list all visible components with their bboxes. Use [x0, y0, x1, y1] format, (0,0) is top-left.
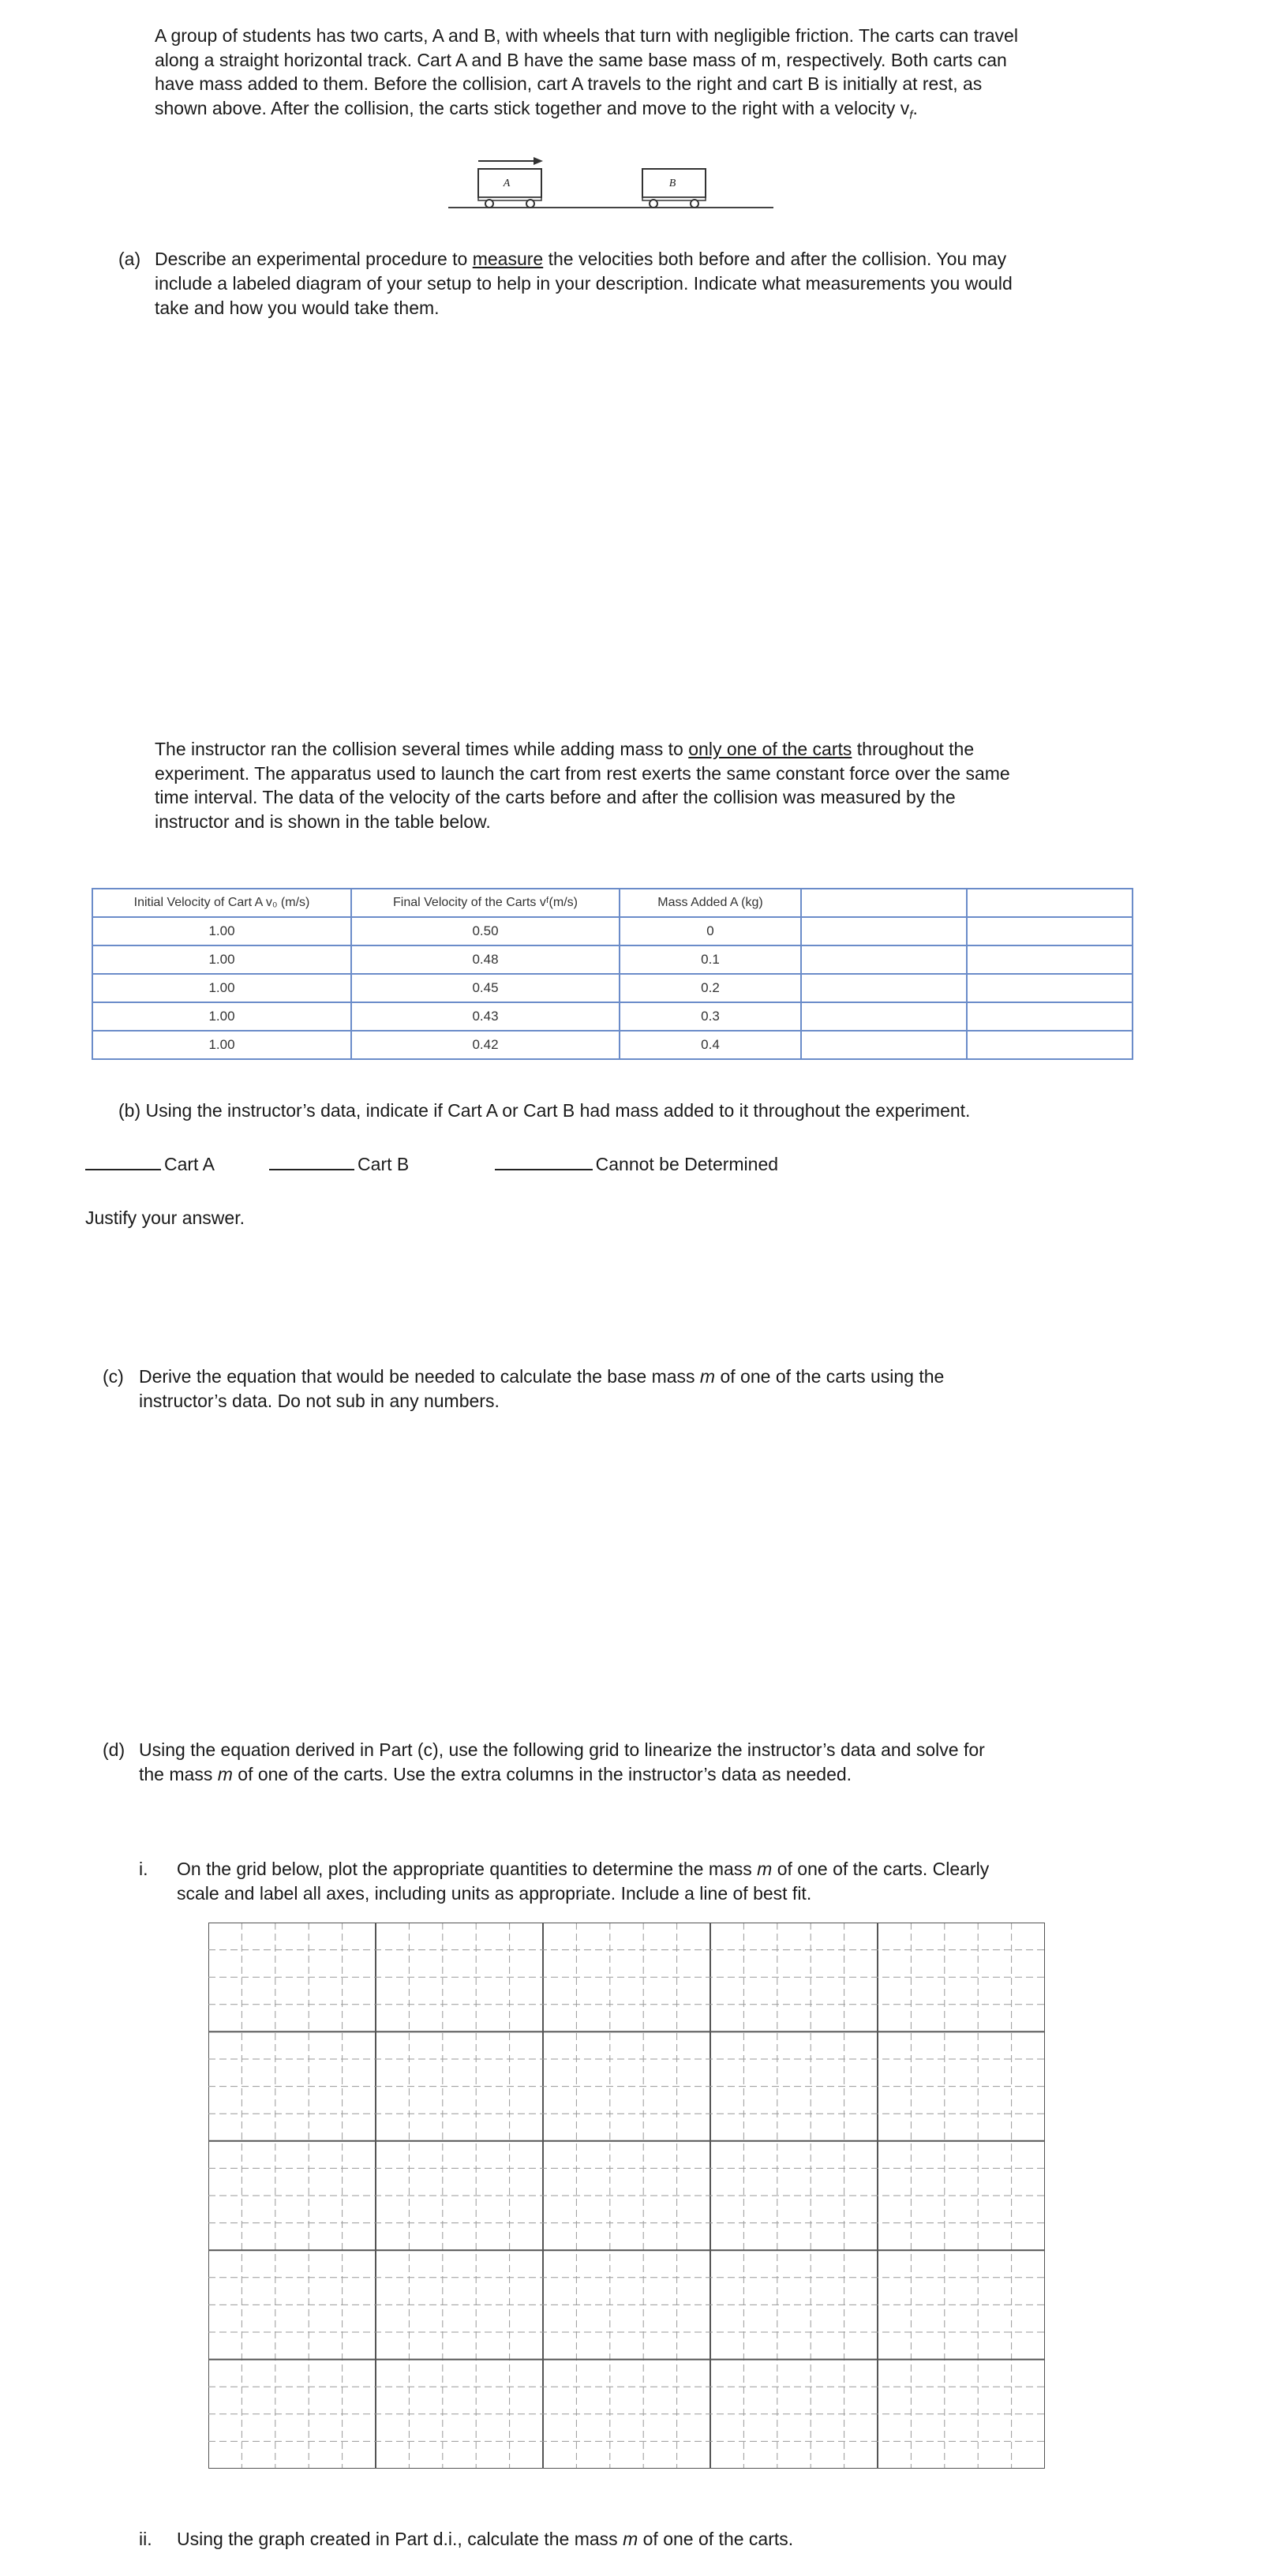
cart-b [642, 169, 706, 208]
part-d-line-1: Using the equation derived in Part (c), use the following grid to linearize the instructor’s data and solve for [139, 1739, 985, 1760]
cell-mass-added: 0.1 [620, 945, 801, 974]
table-row [92, 974, 1133, 1002]
header-extra-2[interactable] [967, 889, 1133, 917]
cell-final-velocity: 0.42 [351, 1031, 620, 1059]
intro-line-2: along a straight horizontal track. Cart A and B have the same base mass of m, respectively. Both carts can [155, 49, 1007, 70]
blank-cart-b[interactable] [269, 1168, 354, 1170]
header-extra-1[interactable] [801, 889, 967, 917]
cell-final-velocity: 0.50 [351, 917, 620, 945]
part-c-label: (c) [103, 1366, 124, 1387]
cell-extra-1[interactable] [801, 974, 967, 1002]
part-b-justify: Justify your answer. [85, 1208, 245, 1228]
cell-extra-2[interactable] [967, 1031, 1133, 1059]
cart-b-label: B [668, 178, 676, 189]
cell-mass-added: 0 [620, 917, 801, 945]
part-c-text [139, 1365, 1165, 1413]
cell-extra-1[interactable] [801, 917, 967, 945]
table-header-row [92, 889, 1133, 917]
cell-mass-added: 0.3 [620, 1002, 801, 1031]
table-row [92, 1002, 1133, 1031]
table-row [92, 1031, 1133, 1059]
cell-final-velocity: 0.45 [351, 974, 620, 1002]
table-row [92, 917, 1133, 945]
cell-final-velocity: 0.43 [351, 1002, 620, 1031]
intro-line-4: shown above. After the collision, the carts stick together and move to the right with a velocity $v_f$. [155, 97, 918, 122]
cell-extra-2[interactable] [967, 945, 1133, 974]
instructor-line-1: The instructor ran the collision several times while adding mass to only one of the carts throughout the [155, 739, 975, 759]
cell-extra-2[interactable] [967, 974, 1133, 1002]
cell-initial-velocity: 1.00 [92, 974, 351, 1002]
part-b-question: (b) Using the instructor’s data, indicate if Cart A or Cart B had mass added to it throughout the experiment. [118, 1100, 971, 1121]
instructor-data-table [92, 888, 1133, 1060]
instructor-line-4: instructor and is shown in the table below. [155, 811, 491, 832]
cell-mass-added: 0.2 [620, 974, 801, 1002]
header-mass-added: Mass Added A (kg) [620, 889, 801, 917]
part-a-text [155, 247, 1149, 320]
cart-a [478, 169, 541, 208]
table-row [92, 945, 1133, 974]
blank-cannot-determine[interactable] [495, 1168, 593, 1170]
cell-mass-added: 0.4 [620, 1031, 801, 1059]
intro-line-1: A group of students has two carts, A and B, with wheels that turn with negligible friction. The carts can travel [155, 25, 1018, 46]
graph-grid[interactable] [208, 1923, 1045, 2469]
header-final-velocity: Final Velocity of the Carts vᶠ(m/s) [351, 889, 620, 917]
cell-extra-1[interactable] [801, 1031, 967, 1059]
cell-initial-velocity: 1.00 [92, 917, 351, 945]
part-a-label: (a) [118, 249, 141, 269]
part-a-line-3: take and how you would take them. [155, 298, 440, 318]
cell-initial-velocity: 1.00 [92, 1031, 351, 1059]
part-d-i-text [177, 1857, 1266, 1906]
final-velocity-subscript: f [909, 108, 913, 122]
part-d-i-line-2: scale and label all axes, including units as appropriate. Include a line of best fit. [177, 1883, 812, 1904]
cell-initial-velocity: 1.00 [92, 1002, 351, 1031]
part-d-ii-label: ii. [139, 2529, 152, 2549]
cart-a-label: A [503, 178, 511, 189]
part-c-line-1: Derive the equation that would be needed to calculate the base mass m of one of the carts using the [139, 1366, 945, 1387]
cell-extra-1[interactable] [801, 1002, 967, 1031]
instructor-paragraph [155, 737, 1149, 833]
part-a-line-2: include a labeled diagram of your setup to help in your description. Indicate what measurements you would [155, 273, 1013, 294]
part-d-line-2: the mass m of one of the carts. Use the extra columns in the instructor’s data as needed. [139, 1764, 852, 1784]
part-b-options [85, 1152, 1190, 1176]
instructor-line-3: time interval. The data of the velocity of the carts before and after the collision was measured by the [155, 787, 956, 807]
part-d-text [139, 1738, 1275, 1787]
cell-extra-2[interactable] [967, 917, 1133, 945]
cell-extra-2[interactable] [967, 1002, 1133, 1031]
part-c-line-2: instructor’s data. Do not sub in any numbers. [139, 1391, 500, 1411]
blank-cart-a[interactable] [85, 1168, 161, 1170]
cell-final-velocity: 0.48 [351, 945, 620, 974]
part-a-line-1: Describe an experimental procedure to measure the velocities both before and after the collision. You may [155, 249, 1007, 269]
part-d-ii-text: ii. Using the graph created in Part d.i., calculate the mass m of one of the carts. [139, 2529, 794, 2549]
header-initial-velocity: Initial Velocity of Cart A v₀ (m/s) [92, 889, 351, 917]
part-d-label: (d) [103, 1739, 125, 1760]
option-cannot-determine: Cannot be Determined [595, 1154, 779, 1174]
intro-line-4-text: shown above. After the collision, the carts stick together and move to the right with a velocity v [155, 97, 910, 118]
instructor-line-2: experiment. The apparatus used to launch the cart from rest exerts the same constant force over the same [155, 762, 1010, 784]
intro-paragraph [155, 24, 1149, 128]
part-d-i-label: i. [139, 1859, 148, 1879]
option-cart-b: Cart B [358, 1154, 410, 1174]
cell-initial-velocity: 1.00 [92, 945, 351, 974]
intro-line-3: have mass added to them. Before the collision, cart A travels to the right and cart B is initially at rest, as [155, 73, 983, 94]
option-cart-a: Cart A [164, 1154, 214, 1174]
cell-extra-1[interactable] [801, 945, 967, 974]
part-d-i-line-1: On the grid below, plot the appropriate quantities to determine the mass m of one of the carts. Clearly [177, 1859, 990, 1879]
velocity-arrowhead [534, 157, 543, 165]
